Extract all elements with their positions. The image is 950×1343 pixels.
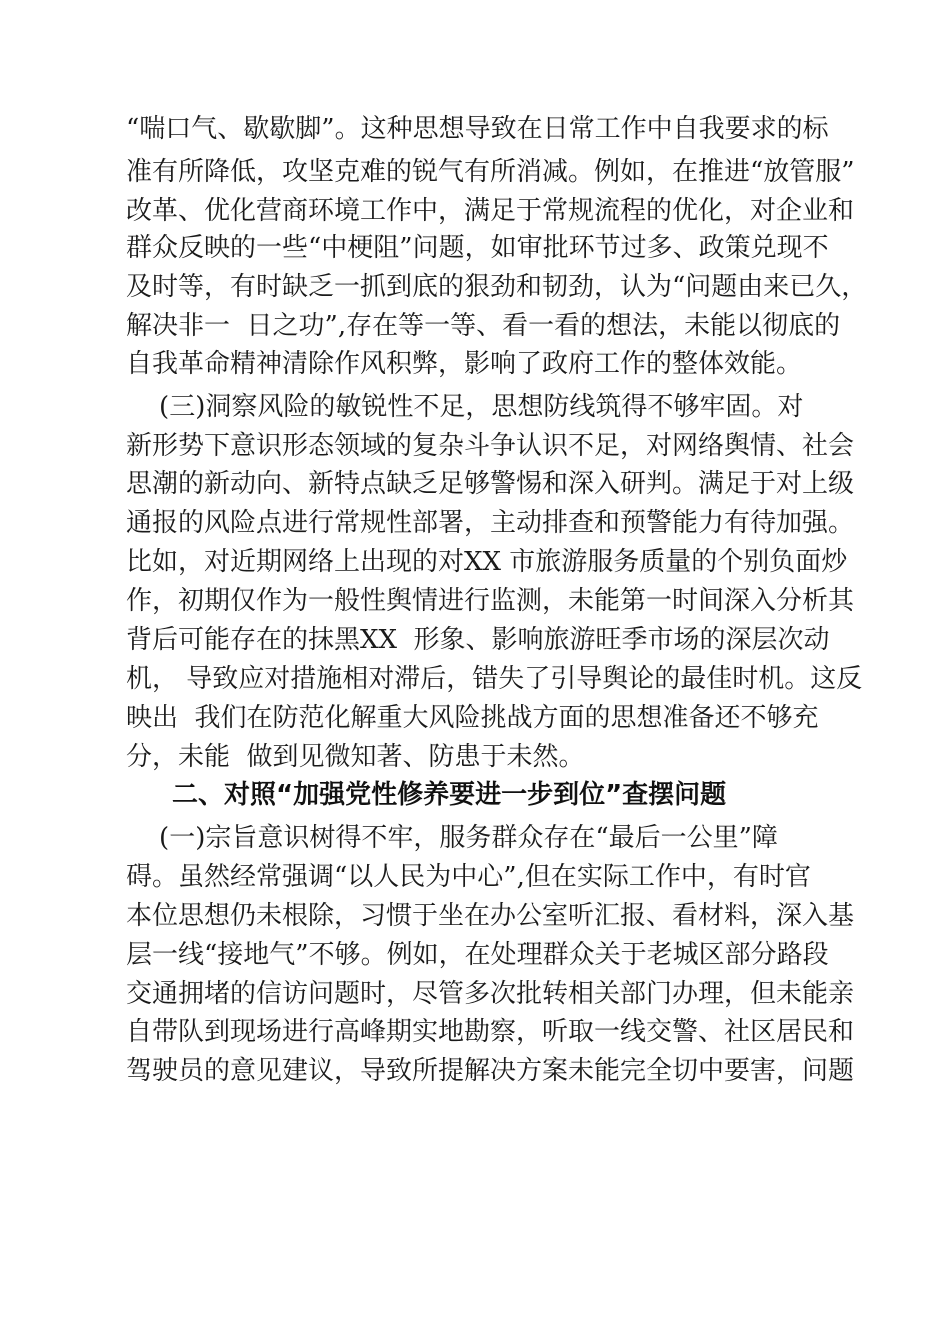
paragraph-3-line-4: 层一线“接地气”不够。例如，在处理群众关于老城区部分路段 <box>126 940 829 970</box>
paragraph-1-line-4: 群众反映的一些“中梗阻”问题，如审批环节过多、政策兑现不 <box>126 233 829 263</box>
paragraph-2-line-10: 分，未能 做到见微知著、防患于未然。 <box>126 742 585 772</box>
paragraph-2-line-2: 新形势下意识形态领域的复杂斗争认识不足，对网络舆情、社会 <box>126 431 855 461</box>
section-heading: 二、对照“加强党性修养要进一步到位”查摆问题 <box>172 780 727 810</box>
paragraph-2-line-3: 思潮的新动向、新特点缺乏足够警惕和深入研判。满足于对上级 <box>126 469 855 499</box>
paragraph-3-line-3: 本位思想仍未根除，习惯于坐在办公室听汇报、看材料，深入基 <box>126 901 855 931</box>
paragraph-1-line-1: “喘口气、歇歇脚”。这种思想导致在日常工作中自我要求的标 <box>126 114 829 144</box>
paragraph-2-line-6: 作，初期仅作为一般性舆情进行监测，未能第一时间深入分析其 <box>126 586 855 616</box>
paragraph-2-line-5: 比如，对近期网络上出现的对XX 市旅游服务质量的个别负面炒 <box>126 547 848 577</box>
paragraph-3-line-1: (一)宗旨意识树得不牢，服务群众存在“最后一公里”障 <box>126 823 778 853</box>
paragraph-1-line-6: 解决非一 日之功”,存在等一等、看一看的想法，未能以彻底的 <box>126 311 841 341</box>
paragraph-2-line-4: 通报的风险点进行常规性部署，主动排查和预警能力有待加强。 <box>126 508 855 538</box>
paragraph-1-line-7: 自我革命精神清除作风积弊，影响了政府工作的整体效能。 <box>126 349 803 379</box>
paragraph-3-line-2: 碍。虽然经常强调“以人民为中心”,但在实际工作中，有时官 <box>126 862 811 892</box>
paragraph-1-line-5: 及时等，有时缺乏一抓到底的狠劲和韧劲，认为“问题由来已久， <box>126 272 868 302</box>
paragraph-3-line-5: 交通拥堵的信访问题时，尽管多次批转相关部门办理，但未能亲 <box>126 979 855 1009</box>
paragraph-3-line-7: 驾驶员的意见建议，导致所提解决方案未能完全切中要害，问题 <box>126 1056 855 1086</box>
paragraph-2-line-8: 机， 导致应对措施相对滞后，错失了引导舆论的最佳时机。这反 <box>126 664 863 694</box>
paragraph-2-line-7: 背后可能存在的抹黑XX 形象、影响旅游旺季市场的深层次动 <box>126 625 830 655</box>
paragraph-1-line-2: 准有所降低，攻坚克难的锐气有所消减。例如，在推进“放管服” <box>126 157 855 187</box>
paragraph-2-line-1: (三)洞察风险的敏锐性不足，思想防线筑得不够牢固。对 <box>126 392 804 422</box>
paragraph-3-line-6: 自带队到现场进行高峰期实地勘察，听取一线交警、社区居民和 <box>126 1017 855 1047</box>
paragraph-2-line-9: 映出 我们在防范化解重大风险挑战方面的思想准备还不够充 <box>126 703 819 733</box>
paragraph-1-line-3: 改革、优化营商环境工作中，满足于常规流程的优化，对企业和 <box>126 196 855 226</box>
